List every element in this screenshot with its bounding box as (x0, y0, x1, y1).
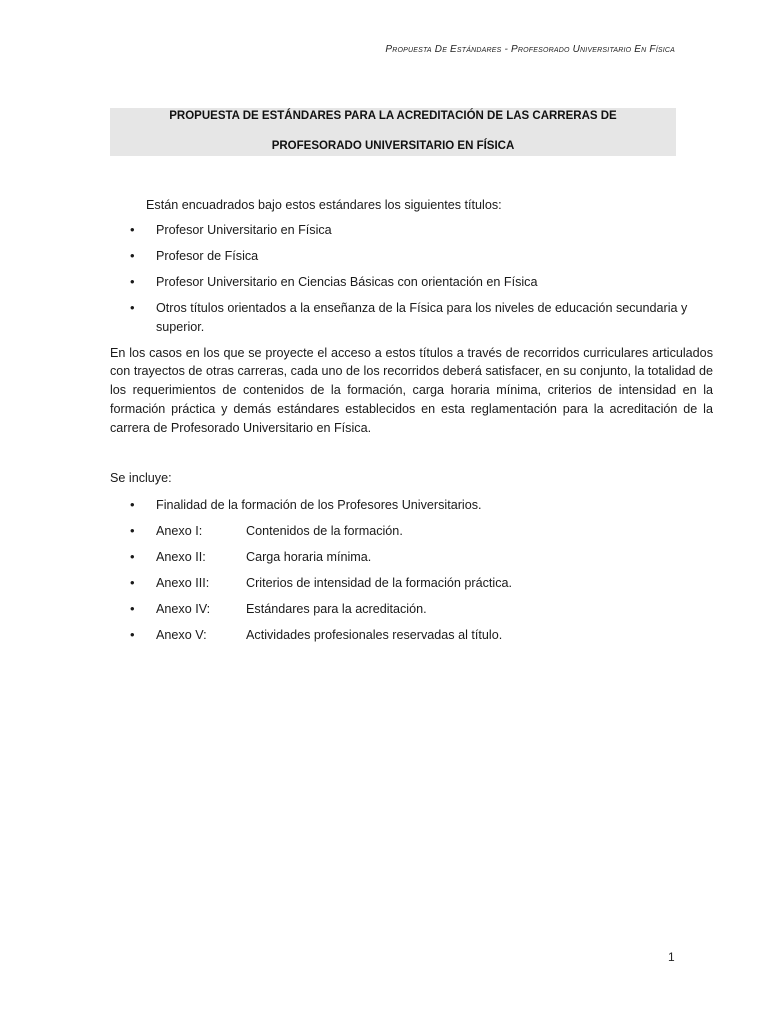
list-item-text: Estándares para la acreditación. (246, 601, 427, 616)
included-list (110, 496, 713, 645)
bullet-icon: • (130, 496, 135, 512)
list-item-text: Contenidos de la formación. (246, 523, 403, 538)
document-title-line-2: PROFESORADO UNIVERSITARIO EN FÍSICA (271, 140, 515, 152)
list-item-text: Actividades profesionales reservadas al título. (246, 628, 503, 643)
bullet-icon: • (130, 574, 135, 590)
list-item (110, 273, 713, 292)
annex-key: Anexo III: (156, 575, 210, 590)
bullet-icon: • (130, 548, 135, 564)
list-item-text: Profesor de Física (156, 248, 259, 263)
page-header (385, 44, 675, 55)
list-item (110, 221, 713, 240)
bullet-icon: • (130, 221, 135, 237)
list-item-text: Criterios de intensidad de la formación práctica. (246, 575, 512, 590)
document-title-line-1: PROPUESTA DE ESTÁNDARES PARA LA ACREDITACIÓN DE LAS CARRERAS DE (169, 110, 617, 122)
list-item-text: Profesor Universitario en Física (156, 222, 332, 237)
list-item (110, 496, 713, 515)
list-item (110, 574, 713, 593)
bullet-icon: • (130, 627, 135, 643)
document-title-box (110, 108, 676, 156)
annex-key: Anexo I: (156, 523, 203, 538)
running-title: Propuesta De Estándares - Profesorado Universitario En Física (385, 44, 675, 55)
list-item-text: Carga horaria mínima. (246, 549, 372, 564)
list-item-text: Otros títulos orientados a la enseñanza de la Física para los niveles de educación secundaria y superior. (156, 300, 688, 334)
list-item (110, 299, 713, 336)
bullet-icon: • (130, 273, 135, 289)
document-body (110, 196, 713, 652)
bullet-icon: • (130, 600, 135, 616)
included-label: Se incluye: (110, 471, 172, 486)
bullet-icon: • (130, 247, 135, 263)
annex-key: Anexo II: (156, 549, 206, 564)
list-item (110, 626, 713, 645)
list-item-text: Profesor Universitario en Ciencias Básicas con orientación en Física (156, 274, 538, 289)
list-item (110, 600, 713, 619)
body-paragraph: En los casos en los que se proyecte el acceso a estos títulos a través de recorridos curriculares articulados con trayectos de otras carreras, cada uno de los recorridos deberá satisfacer, en su conjunto, la totalidad de los requerimientos de contenidos de la formación, carga horaria mínima, criterios de intensidad en la formación práctica y demás estándares establecidos en esta reglamentación para la acreditación de la carrera de Profesorado Universitario en Física. (110, 345, 713, 435)
list-item-text: Finalidad de la formación de los Profesores Universitarios. (156, 497, 482, 512)
annex-key: Anexo IV: (156, 601, 211, 616)
bullet-icon: • (130, 299, 135, 315)
list-item (110, 522, 713, 541)
page-number: 1 (668, 950, 675, 964)
annex-key: Anexo V: (156, 628, 207, 643)
bullet-icon: • (130, 522, 135, 538)
titles-list (110, 221, 713, 337)
list-item (110, 548, 713, 567)
list-item (110, 247, 713, 266)
intro-text: Están encuadrados bajo estos estándares los siguientes títulos: (146, 198, 502, 212)
